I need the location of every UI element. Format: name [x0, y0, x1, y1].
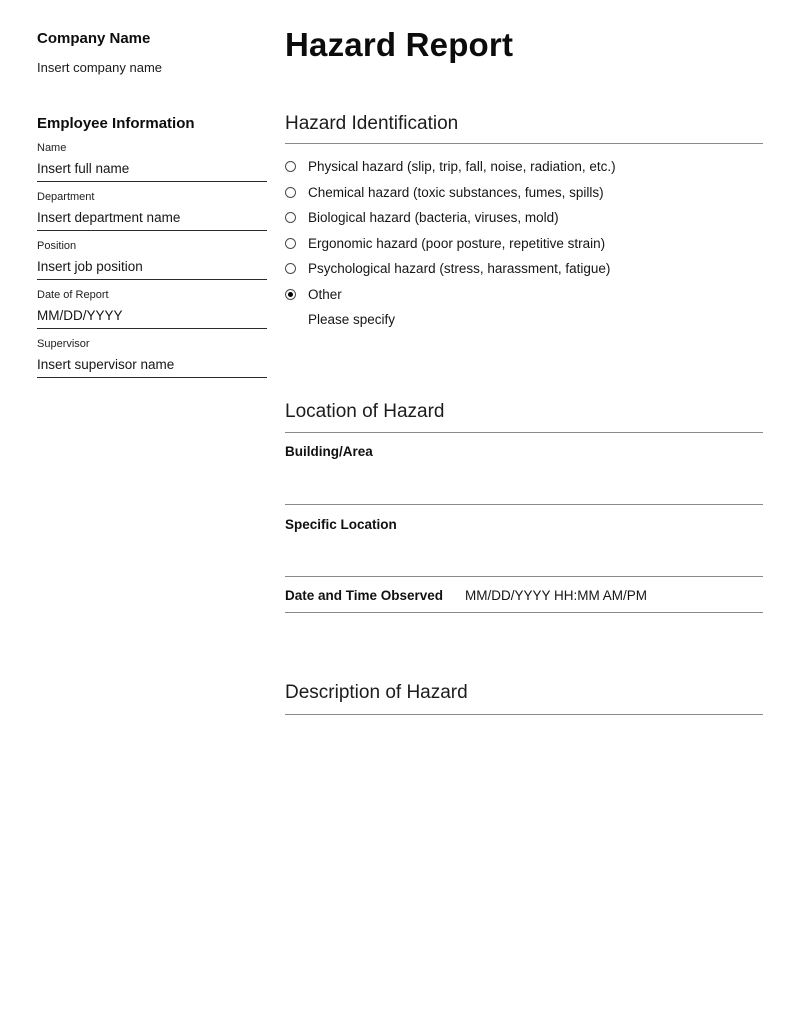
radio-icon[interactable]	[285, 212, 296, 223]
radio-icon-selected[interactable]	[285, 289, 296, 300]
name-field[interactable]	[37, 142, 267, 182]
hazard-option-biological[interactable]	[285, 209, 763, 226]
location-of-hazard-heading: Location of Hazard	[285, 400, 763, 433]
supervisor-label: Supervisor	[37, 338, 90, 350]
building-area-label: Building/Area	[285, 444, 373, 459]
hazard-option-label: Chemical hazard (toxic substances, fumes, spills)	[308, 184, 604, 200]
company-name-label: Company Name	[37, 30, 151, 47]
datetime-observed-input[interactable]: MM/DD/YYYY HH:MM AM/PM	[465, 588, 648, 603]
name-input[interactable]: Insert full name	[37, 161, 130, 176]
hazard-option-chemical[interactable]	[285, 184, 763, 201]
hazard-option-label: Physical hazard (slip, trip, fall, noise, radiation, etc.)	[308, 159, 616, 174]
date-of-report-input[interactable]: MM/DD/YYYY	[37, 308, 123, 323]
description-of-hazard-heading: Description of Hazard	[285, 681, 763, 715]
sidebar	[37, 30, 267, 378]
building-area-field[interactable]	[285, 443, 763, 505]
specific-location-field[interactable]	[285, 516, 763, 577]
position-label: Position	[37, 240, 77, 252]
employee-information-heading: Employee Information	[37, 115, 195, 132]
position-field[interactable]	[37, 240, 267, 280]
supervisor-field[interactable]	[37, 338, 267, 378]
hazard-option-label: Other	[308, 286, 342, 302]
datetime-observed-field[interactable]	[285, 587, 763, 613]
hazard-identification-heading: Hazard Identification	[285, 112, 763, 144]
supervisor-input[interactable]: Insert supervisor name	[37, 357, 175, 372]
hazard-option-label: Ergonomic hazard (poor posture, repetitive strain)	[308, 235, 606, 251]
position-input[interactable]: Insert job position	[37, 259, 143, 274]
hazard-option-label: Biological hazard (bacteria, viruses, mold)	[308, 210, 559, 225]
date-of-report-label: Date of Report	[37, 289, 109, 301]
date-of-report-field[interactable]	[37, 289, 267, 329]
department-field[interactable]	[37, 191, 267, 231]
department-label: Department	[37, 191, 95, 203]
other-specify-input[interactable]: Please specify	[308, 312, 396, 327]
datetime-observed-label: Date and Time Observed	[285, 588, 444, 603]
hazard-option-physical[interactable]	[285, 158, 763, 175]
company-name-input[interactable]: Insert company name	[37, 60, 163, 75]
hazard-option-psychological[interactable]	[285, 260, 763, 277]
radio-icon[interactable]	[285, 187, 296, 198]
radio-icon[interactable]	[285, 161, 296, 172]
main-column	[285, 20, 763, 715]
radio-icon[interactable]	[285, 238, 296, 249]
name-label: Name	[37, 142, 67, 154]
hazard-options-list	[285, 158, 763, 328]
specific-location-label: Specific Location	[285, 517, 397, 532]
hazard-option-other[interactable]	[285, 286, 763, 303]
hazard-option-ergonomic[interactable]	[285, 235, 763, 252]
hazard-option-label: Psychological hazard (stress, harassment, fatigue)	[308, 261, 611, 276]
department-input[interactable]: Insert department name	[37, 210, 181, 225]
page-title: Hazard Report	[285, 26, 514, 63]
radio-icon[interactable]	[285, 263, 296, 274]
